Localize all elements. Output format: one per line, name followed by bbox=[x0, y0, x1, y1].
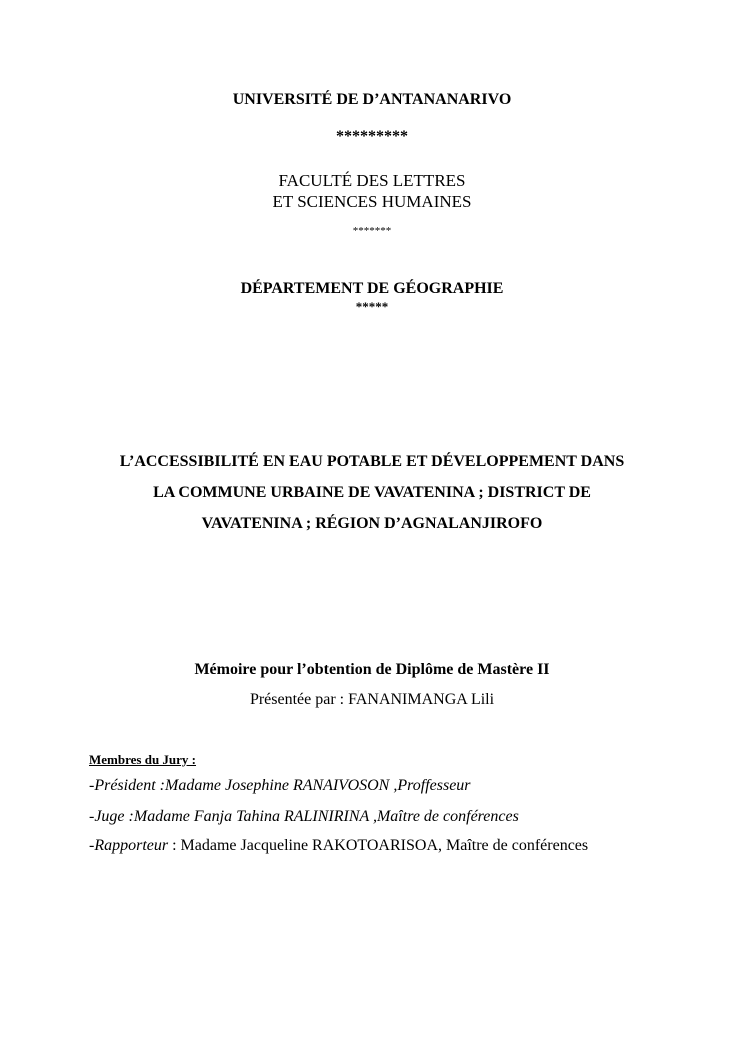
jury-member-role: Juge : bbox=[94, 808, 134, 825]
jury-heading: Membres du Jury : bbox=[89, 752, 197, 767]
jury-member-name: : Madame Jacqueline RAKOTOARISOA, Maître de conférences bbox=[168, 837, 589, 854]
jury-member-name: Madame Josephine RANAIVOSON ,Proffesseur bbox=[164, 777, 471, 794]
presented-by: Présentée par : FANANIMANGA Lili bbox=[249, 691, 495, 708]
university-name: UNIVERSITÉ DE D’ANTANANARIVO bbox=[232, 91, 512, 108]
jury-member-judge bbox=[89, 809, 519, 825]
jury-member-rapporteur bbox=[89, 838, 588, 854]
thesis-title-line2: LA COMMUNE URBAINE DE VAVATENINA ; DISTRICT DE bbox=[153, 484, 591, 501]
jury-member-prefix: - bbox=[89, 777, 95, 794]
faculty-name-line2: ET SCIENCES HUMAINES bbox=[272, 192, 472, 211]
thesis-title bbox=[80, 446, 664, 539]
separator-stars-2: ******* bbox=[352, 225, 392, 237]
thesis-purpose: Mémoire pour l’obtention de Diplôme de Mastère II bbox=[194, 661, 550, 678]
jury-member-role: Rapporteur bbox=[94, 837, 169, 854]
separator-stars-1: ********* bbox=[336, 128, 408, 145]
jury-member-president bbox=[89, 778, 471, 794]
department-name: DÉPARTEMENT DE GÉOGRAPHIE bbox=[240, 280, 504, 297]
separator-stars-3: ***** bbox=[355, 299, 389, 314]
thesis-title-line1: L’ACCESSIBILITÉ EN EAU POTABLE ET DÉVELOPPEMENT DANS bbox=[119, 453, 625, 470]
faculty-name-line1: FACULTÉ DES LETTRES bbox=[278, 171, 466, 190]
thesis-title-line3: VAVATENINA ; RÉGION D’AGNALANJIROFO bbox=[201, 515, 543, 532]
jury-member-prefix: - bbox=[89, 837, 95, 854]
jury-member-prefix: - bbox=[89, 808, 95, 825]
jury-member-role: Président : bbox=[94, 777, 165, 794]
jury-member-name: Madame Fanja Tahina RALINIRINA ,Maître de conférences bbox=[133, 808, 519, 825]
